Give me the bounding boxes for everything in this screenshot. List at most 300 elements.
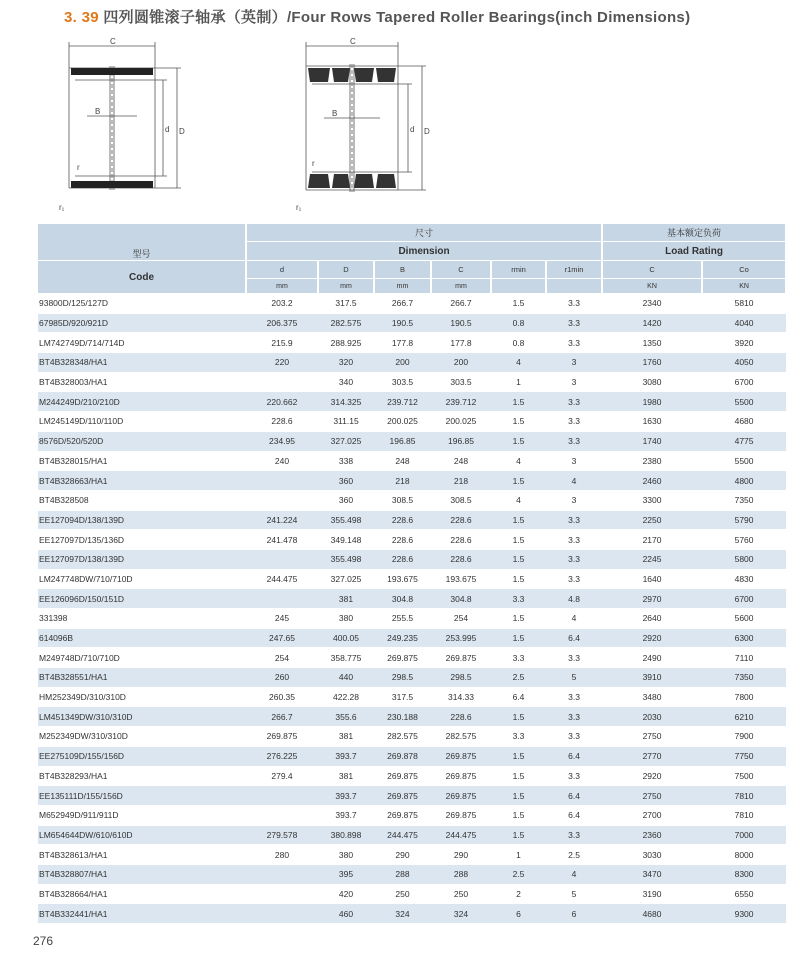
- table-row: [38, 372, 786, 392]
- cell-rmin: 2.5: [491, 864, 546, 884]
- cell-code: EE127097D/138/139D: [38, 549, 246, 569]
- cell-D: 393.7: [318, 746, 374, 766]
- cell-D: 380: [318, 609, 374, 629]
- cell-load-C: 2250: [602, 510, 702, 530]
- bearing-drawing-2: [290, 38, 460, 218]
- cell-d: 220.662: [246, 392, 318, 412]
- cell-d: 266.7: [246, 707, 318, 727]
- cell-r1min: 6.4: [546, 786, 602, 806]
- cell-D: 340: [318, 372, 374, 392]
- col-D: D: [318, 261, 374, 279]
- cell-D: 422.28: [318, 687, 374, 707]
- cell-D: 358.775: [318, 648, 374, 668]
- cell-r1min: 3.3: [546, 825, 602, 845]
- cell-load-Co: 5500: [702, 392, 786, 412]
- cell-load-Co: 4680: [702, 412, 786, 432]
- cell-load-C: 2245: [602, 549, 702, 569]
- cell-load-C: 2380: [602, 451, 702, 471]
- cell-rmin: 0.8: [491, 333, 546, 353]
- cell-B: 228.6: [374, 549, 431, 569]
- cell-r1min: 3.3: [546, 294, 602, 314]
- cell-load-Co: 7350: [702, 490, 786, 510]
- title-english: Four Rows Tapered Roller Bearings(inch Dimensions): [291, 9, 691, 26]
- svg-text:r: r: [77, 163, 80, 172]
- cell-d: 240: [246, 451, 318, 471]
- cell-C: 190.5: [431, 313, 491, 333]
- cell-rmin: 2: [491, 884, 546, 904]
- svg-text:D: D: [179, 127, 185, 136]
- cell-r1min: 6.4: [546, 805, 602, 825]
- cell-C: 308.5: [431, 490, 491, 510]
- table-row: [38, 451, 786, 471]
- cell-r1min: 4: [546, 864, 602, 884]
- cell-B: 200.025: [374, 412, 431, 432]
- cell-B: 244.475: [374, 825, 431, 845]
- cell-B: 255.5: [374, 609, 431, 629]
- cell-r1min: 3.3: [546, 549, 602, 569]
- cell-d: 280: [246, 845, 318, 865]
- cell-D: 360: [318, 490, 374, 510]
- cell-D: 380: [318, 845, 374, 865]
- header-load-cn: 基本额定负荷: [602, 224, 786, 242]
- cell-r1min: 3.3: [546, 333, 602, 353]
- cell-rmin: 1.5: [491, 707, 546, 727]
- page-title: [64, 6, 690, 27]
- cell-load-C: 2750: [602, 786, 702, 806]
- cell-D: 393.7: [318, 805, 374, 825]
- cell-d: [246, 805, 318, 825]
- cell-C: 253.995: [431, 628, 491, 648]
- cell-load-C: 2640: [602, 609, 702, 629]
- header-dimension-en: Dimension: [246, 242, 602, 261]
- cell-D: 327.025: [318, 569, 374, 589]
- table-body: [38, 294, 786, 924]
- cell-B: 228.6: [374, 510, 431, 530]
- cell-code: BT4B332441/HA1: [38, 904, 246, 924]
- cell-load-Co: 7810: [702, 786, 786, 806]
- cell-C: 248: [431, 451, 491, 471]
- cell-rmin: 1.5: [491, 510, 546, 530]
- cell-B: 290: [374, 845, 431, 865]
- cell-r1min: 3.3: [546, 412, 602, 432]
- cell-d: 260.35: [246, 687, 318, 707]
- cell-r1min: 3.3: [546, 510, 602, 530]
- cell-B: 196.85: [374, 431, 431, 451]
- cell-d: 276.225: [246, 746, 318, 766]
- cell-load-Co: 8300: [702, 864, 786, 884]
- cell-C: 282.575: [431, 727, 491, 747]
- unit-r1min: [546, 279, 602, 294]
- cell-C: 228.6: [431, 707, 491, 727]
- cell-C: 269.875: [431, 746, 491, 766]
- cell-B: 200: [374, 353, 431, 373]
- title-chinese: 四列圆锥滚子轴承（英制）: [103, 9, 287, 26]
- cell-rmin: 1.5: [491, 746, 546, 766]
- cell-code: HM252349D/310/310D: [38, 687, 246, 707]
- header-code-en: Code: [38, 261, 246, 294]
- table-row: [38, 490, 786, 510]
- cell-code: 93800D/125/127D: [38, 294, 246, 314]
- svg-text:d: d: [410, 125, 415, 134]
- table-row: [38, 609, 786, 629]
- table-row: [38, 471, 786, 491]
- cell-D: 360: [318, 471, 374, 491]
- cell-B: 317.5: [374, 687, 431, 707]
- cell-code: LM451349DW/310/310D: [38, 707, 246, 727]
- cell-d: 247.65: [246, 628, 318, 648]
- cell-load-C: 2360: [602, 825, 702, 845]
- cell-load-Co: 5600: [702, 609, 786, 629]
- cell-r1min: 3: [546, 372, 602, 392]
- cell-rmin: 1.5: [491, 805, 546, 825]
- cell-load-C: 2170: [602, 530, 702, 550]
- cell-code: LM245149D/110/110D: [38, 412, 246, 432]
- cell-r1min: 6.4: [546, 628, 602, 648]
- cell-C: 304.8: [431, 589, 491, 609]
- cell-load-C: 1640: [602, 569, 702, 589]
- cell-load-Co: 6210: [702, 707, 786, 727]
- cell-code: BT4B328663/HA1: [38, 471, 246, 491]
- cell-load-C: 3080: [602, 372, 702, 392]
- cell-r1min: 3.3: [546, 727, 602, 747]
- col-load-C: C: [602, 261, 702, 279]
- table-row: [38, 727, 786, 747]
- cell-load-C: 2970: [602, 589, 702, 609]
- unit-load-C: KN: [602, 279, 702, 294]
- cell-d: 203.2: [246, 294, 318, 314]
- cell-d: 241.478: [246, 530, 318, 550]
- cell-load-C: 3300: [602, 490, 702, 510]
- table-row: [38, 845, 786, 865]
- cell-code: 8576D/520/520D: [38, 431, 246, 451]
- table-row: [38, 746, 786, 766]
- cell-load-Co: 5810: [702, 294, 786, 314]
- cell-load-C: 1740: [602, 431, 702, 451]
- cell-load-C: 3470: [602, 864, 702, 884]
- cell-rmin: 6.4: [491, 687, 546, 707]
- table-row: [38, 766, 786, 786]
- cell-r1min: 3.3: [546, 392, 602, 412]
- cell-C: 269.875: [431, 805, 491, 825]
- cell-code: BT4B328293/HA1: [38, 766, 246, 786]
- cell-r1min: 3.3: [546, 313, 602, 333]
- cell-load-C: 1350: [602, 333, 702, 353]
- cell-d: [246, 904, 318, 924]
- cell-load-Co: 6700: [702, 372, 786, 392]
- cell-rmin: 1.5: [491, 392, 546, 412]
- cell-load-Co: 5760: [702, 530, 786, 550]
- unit-C: mm: [431, 279, 491, 294]
- col-d: d: [246, 261, 318, 279]
- cell-r1min: 5: [546, 884, 602, 904]
- cell-r1min: 3.3: [546, 766, 602, 786]
- cell-code: EE127094D/138/139D: [38, 510, 246, 530]
- col-r1min: r1min: [546, 261, 602, 279]
- cell-C: 290: [431, 845, 491, 865]
- cell-rmin: 4: [491, 490, 546, 510]
- cell-rmin: 3.3: [491, 589, 546, 609]
- cell-d: [246, 372, 318, 392]
- cell-load-Co: 6300: [702, 628, 786, 648]
- cell-load-Co: 5500: [702, 451, 786, 471]
- cell-C: 177.8: [431, 333, 491, 353]
- cell-code: BT4B328613/HA1: [38, 845, 246, 865]
- page-number: 276: [33, 934, 54, 948]
- cell-r1min: 3.3: [546, 687, 602, 707]
- cell-rmin: 1.5: [491, 412, 546, 432]
- cell-load-Co: 9300: [702, 904, 786, 924]
- table-row: [38, 786, 786, 806]
- cell-C: 254: [431, 609, 491, 629]
- cell-load-C: 2920: [602, 766, 702, 786]
- cell-D: 349.148: [318, 530, 374, 550]
- table-row: [38, 805, 786, 825]
- cell-load-C: 1630: [602, 412, 702, 432]
- svg-text:r: r: [312, 159, 315, 168]
- header-load-en: Load Rating: [602, 242, 786, 261]
- cell-load-Co: 4050: [702, 353, 786, 373]
- cell-code: 614096B: [38, 628, 246, 648]
- cell-load-Co: 6700: [702, 589, 786, 609]
- cell-C: 269.875: [431, 648, 491, 668]
- cell-D: 380.898: [318, 825, 374, 845]
- cell-C: 228.6: [431, 549, 491, 569]
- table-row: [38, 333, 786, 353]
- cell-D: 317.5: [318, 294, 374, 314]
- cell-B: 269.875: [374, 805, 431, 825]
- cell-r1min: 4.8: [546, 589, 602, 609]
- cell-B: 269.878: [374, 746, 431, 766]
- cell-B: 250: [374, 884, 431, 904]
- unit-B: mm: [374, 279, 431, 294]
- cell-D: 440: [318, 668, 374, 688]
- cell-r1min: 3: [546, 353, 602, 373]
- cell-rmin: 1: [491, 845, 546, 865]
- cell-code: LM654644DW/610/610D: [38, 825, 246, 845]
- cell-C: 200: [431, 353, 491, 373]
- cell-D: 400.05: [318, 628, 374, 648]
- cell-rmin: 0.8: [491, 313, 546, 333]
- cell-code: BT4B328551/HA1: [38, 668, 246, 688]
- cell-B: 298.5: [374, 668, 431, 688]
- cell-C: 269.875: [431, 786, 491, 806]
- col-C: C: [431, 261, 491, 279]
- cell-rmin: 1.5: [491, 530, 546, 550]
- cell-load-Co: 5800: [702, 549, 786, 569]
- unit-d: mm: [246, 279, 318, 294]
- cell-d: [246, 549, 318, 569]
- cell-r1min: 3.3: [546, 530, 602, 550]
- cell-D: 420: [318, 884, 374, 904]
- cell-load-C: 2340: [602, 294, 702, 314]
- cell-rmin: 2.5: [491, 668, 546, 688]
- cell-C: 200.025: [431, 412, 491, 432]
- cell-code: M249748D/710/710D: [38, 648, 246, 668]
- cell-load-C: 3480: [602, 687, 702, 707]
- cell-C: 303.5: [431, 372, 491, 392]
- cell-d: [246, 864, 318, 884]
- cell-r1min: 3: [546, 451, 602, 471]
- section-number: 3. 39: [64, 9, 99, 26]
- cell-load-Co: 7500: [702, 766, 786, 786]
- cell-code: BT4B328807/HA1: [38, 864, 246, 884]
- cell-rmin: 1.5: [491, 294, 546, 314]
- cell-load-C: 3190: [602, 884, 702, 904]
- cell-d: [246, 884, 318, 904]
- cell-C: 269.875: [431, 766, 491, 786]
- table-row: [38, 687, 786, 707]
- cell-load-C: 2750: [602, 727, 702, 747]
- svg-text:r₁: r₁: [296, 203, 302, 212]
- cell-B: 288: [374, 864, 431, 884]
- cell-r1min: 3.3: [546, 648, 602, 668]
- cell-code: 331398: [38, 609, 246, 629]
- cell-D: 381: [318, 766, 374, 786]
- cell-D: 460: [318, 904, 374, 924]
- cell-load-Co: 7350: [702, 668, 786, 688]
- cell-D: 381: [318, 589, 374, 609]
- table-row: [38, 431, 786, 451]
- svg-text:d: d: [165, 125, 170, 134]
- svg-text:C: C: [350, 38, 356, 46]
- cell-D: 355.6: [318, 707, 374, 727]
- cell-C: 218: [431, 471, 491, 491]
- svg-text:B: B: [95, 107, 101, 116]
- cell-D: 381: [318, 727, 374, 747]
- cell-C: 266.7: [431, 294, 491, 314]
- cell-load-C: 2460: [602, 471, 702, 491]
- cell-load-C: 1980: [602, 392, 702, 412]
- bearing-spec-table: [38, 224, 787, 924]
- cell-load-Co: 6550: [702, 884, 786, 904]
- cell-B: 228.6: [374, 530, 431, 550]
- cell-rmin: 1.5: [491, 431, 546, 451]
- table-row: [38, 412, 786, 432]
- cell-D: 395: [318, 864, 374, 884]
- cell-code: LM742749D/714/714D: [38, 333, 246, 353]
- cell-r1min: 6.4: [546, 746, 602, 766]
- cell-r1min: 5: [546, 668, 602, 688]
- cell-B: 282.575: [374, 727, 431, 747]
- col-rmin: rmin: [491, 261, 546, 279]
- table-row: [38, 530, 786, 550]
- cell-B: 248: [374, 451, 431, 471]
- cell-code: BT4B328015/HA1: [38, 451, 246, 471]
- cell-code: M652949D/911/911D: [38, 805, 246, 825]
- header-code-cn: 型号: [38, 224, 246, 261]
- cell-C: 288: [431, 864, 491, 884]
- table-row: [38, 864, 786, 884]
- cell-B: 266.7: [374, 294, 431, 314]
- cell-code: BT4B328508: [38, 490, 246, 510]
- cell-code: EE126096D/150/151D: [38, 589, 246, 609]
- cell-rmin: 1.5: [491, 609, 546, 629]
- cell-rmin: 3.3: [491, 648, 546, 668]
- cell-code: M244249D/210/210D: [38, 392, 246, 412]
- cell-d: 234.95: [246, 431, 318, 451]
- cell-code: M252349DW/310/310D: [38, 727, 246, 747]
- cell-code: BT4B328348/HA1: [38, 353, 246, 373]
- cell-C: 193.675: [431, 569, 491, 589]
- cell-B: 308.5: [374, 490, 431, 510]
- cell-C: 239.712: [431, 392, 491, 412]
- cell-D: 320: [318, 353, 374, 373]
- cell-D: 288.925: [318, 333, 374, 353]
- cell-D: 338: [318, 451, 374, 471]
- unit-rmin: [491, 279, 546, 294]
- cell-B: 190.5: [374, 313, 431, 333]
- bearing-drawing-1: [55, 38, 215, 218]
- cell-rmin: 1.5: [491, 569, 546, 589]
- cell-rmin: 1.5: [491, 628, 546, 648]
- cell-load-Co: 7750: [702, 746, 786, 766]
- cell-B: 304.8: [374, 589, 431, 609]
- cell-load-Co: 7900: [702, 727, 786, 747]
- table-row: [38, 707, 786, 727]
- cell-rmin: 1.5: [491, 549, 546, 569]
- bearing-drawings: [55, 38, 455, 218]
- cell-d: [246, 589, 318, 609]
- cell-D: 327.025: [318, 431, 374, 451]
- cell-r1min: 3.3: [546, 431, 602, 451]
- cell-d: 206.375: [246, 313, 318, 333]
- svg-text:r₁: r₁: [59, 203, 65, 212]
- cell-C: 228.6: [431, 510, 491, 530]
- cell-C: 298.5: [431, 668, 491, 688]
- cell-load-C: 2920: [602, 628, 702, 648]
- cell-C: 250: [431, 884, 491, 904]
- cell-code: LM247748DW/710/710D: [38, 569, 246, 589]
- cell-load-C: 1420: [602, 313, 702, 333]
- cell-D: 282.575: [318, 313, 374, 333]
- cell-rmin: 6: [491, 904, 546, 924]
- table-row: [38, 353, 786, 373]
- cell-r1min: 3.3: [546, 707, 602, 727]
- cell-load-Co: 4800: [702, 471, 786, 491]
- svg-text:C: C: [110, 38, 116, 46]
- cell-d: [246, 786, 318, 806]
- cell-load-C: 4680: [602, 904, 702, 924]
- cell-load-Co: 3920: [702, 333, 786, 353]
- cell-load-C: 2770: [602, 746, 702, 766]
- cell-d: 215.9: [246, 333, 318, 353]
- cell-d: 254: [246, 648, 318, 668]
- cell-load-C: 2700: [602, 805, 702, 825]
- cell-r1min: 6: [546, 904, 602, 924]
- cell-rmin: 1.5: [491, 471, 546, 491]
- cell-rmin: 1: [491, 372, 546, 392]
- cell-rmin: 3.3: [491, 727, 546, 747]
- table-row: [38, 294, 786, 314]
- cell-d: 241.224: [246, 510, 318, 530]
- cell-C: 324: [431, 904, 491, 924]
- table-row: [38, 589, 786, 609]
- cell-d: 220: [246, 353, 318, 373]
- table-row: [38, 648, 786, 668]
- cell-B: 303.5: [374, 372, 431, 392]
- cell-rmin: 4: [491, 353, 546, 373]
- cell-load-C: 3030: [602, 845, 702, 865]
- cell-D: 311.15: [318, 412, 374, 432]
- cell-r1min: 3.3: [546, 569, 602, 589]
- cell-code: BT4B328664/HA1: [38, 884, 246, 904]
- cell-B: 324: [374, 904, 431, 924]
- cell-C: 228.6: [431, 530, 491, 550]
- cell-code: EE127097D/135/136D: [38, 530, 246, 550]
- cell-load-Co: 4775: [702, 431, 786, 451]
- table-row: [38, 569, 786, 589]
- cell-load-Co: 4040: [702, 313, 786, 333]
